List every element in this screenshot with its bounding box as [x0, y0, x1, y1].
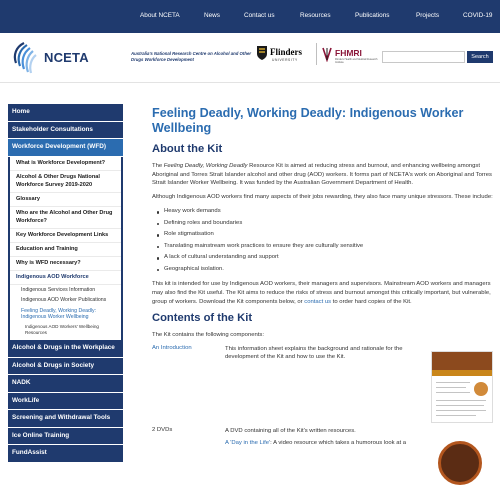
- thumb-text-line: [436, 387, 466, 388]
- nav-link-covid[interactable]: COVID-19: [463, 12, 493, 19]
- introduction-thumbnail[interactable]: [431, 351, 493, 423]
- sidebar-subitem-indigenous-aod-workforce[interactable]: Indigenous AOD Workforce: [10, 271, 121, 285]
- sidebar-subitem-what-is-wfd[interactable]: What is Workforce Development?: [10, 158, 121, 172]
- sidebar-subnav-wfd: [8, 157, 123, 341]
- dvd2-description-line: [225, 439, 415, 447]
- flinders-crest-icon: [256, 45, 268, 61]
- thumb-text-line: [436, 405, 484, 406]
- thumb-text-line: [436, 392, 470, 393]
- list-item: Geographical isolation.: [156, 264, 494, 276]
- sidebar-item-society[interactable]: Alcohol & Drugs in Society: [8, 358, 123, 376]
- kit-component-introduction: [152, 345, 494, 427]
- dvd-thumbnail[interactable]: [438, 441, 482, 485]
- sidebar-item-workforce-development[interactable]: Workforce Development (WFD): [8, 139, 123, 157]
- sidebar-item-screening-tools[interactable]: Screening and Withdrawal Tools: [8, 410, 123, 428]
- day-in-the-life-link[interactable]: A 'Day in the Life': [225, 440, 271, 447]
- site-header: [0, 33, 500, 83]
- nav-link-contact[interactable]: Contact us: [244, 12, 275, 19]
- sidebar-subitem-feeling-deadly[interactable]: Feeling Deadly, Working Deadly: Indigenous Worker Wellbeing: [21, 307, 97, 321]
- sidebar-item-fundassist[interactable]: FundAssist: [8, 445, 123, 463]
- sidebar-subitem-who-are-aod-workforce[interactable]: Who are the Alcohol and Other Drug Workforce?: [10, 207, 121, 229]
- nav-link-resources[interactable]: Resources: [300, 12, 331, 19]
- sidebar-subitem-why-wfd[interactable]: Why is WFD necessary?: [10, 257, 121, 271]
- sidebar-subitem-wellbeing-resources[interactable]: Indigenous AOD Workers' Wellbeing Resources: [25, 324, 99, 335]
- about-paragraph-1: [152, 162, 494, 188]
- about-paragraph-3: [152, 280, 494, 306]
- dvd-description-line: A DVD containing all of the Kit's written resources.: [225, 427, 356, 434]
- flinders-sub: UNIVERSITY: [272, 58, 298, 62]
- page-title: Feeling Deadly, Working Deadly: Indigenous Worker Wellbeing: [152, 106, 464, 135]
- nceta-logo-icon[interactable]: [8, 41, 40, 75]
- about-p3-pre: This kit is intended for use by Indigenous AOD workers, their managers and supervisors. Mainstream AOD workers and managers may also find the Kit useful. The Kit aims to reduce the risks of stress and burnout amongst this critically important, but vulnerable, group of workers. Download the Kit components below, or: [152, 281, 491, 305]
- contents-intro: The Kit contains the following components:: [152, 332, 264, 339]
- thumb-text-line: [436, 415, 476, 416]
- introduction-link[interactable]: An Introduction: [152, 344, 192, 351]
- nav-link-publications[interactable]: Publications: [355, 12, 390, 19]
- about-paragraph-2: Although Indigenous AOD workers find many aspects of their jobs rewarding, they also face many unique stressors. These include:: [152, 193, 493, 200]
- nav-link-about[interactable]: About NCETA: [140, 12, 180, 19]
- search-button[interactable]: Search: [467, 51, 493, 63]
- fhmri-mark-icon: [321, 46, 333, 62]
- fhmri-sub: Flinders Health and Medical Research Institute: [335, 58, 378, 64]
- sidebar-item-ice-training[interactable]: Ice Online Training: [8, 428, 123, 446]
- sidebar-item-home[interactable]: Home: [8, 104, 123, 122]
- fhmri-name: FHMRI: [335, 48, 362, 58]
- logo-divider: [316, 43, 317, 65]
- thumb-text-line: [436, 410, 486, 411]
- sidebar-subitem-glossary[interactable]: Glossary: [10, 193, 121, 207]
- sidebar-subitem-indigenous-services[interactable]: Indigenous Services Information: [21, 286, 96, 293]
- thumb-circle-graphic: [474, 382, 488, 396]
- dvd2-desc: : A video resource which takes a humorous look at a: [270, 440, 407, 447]
- about-heading: About the Kit: [152, 143, 223, 155]
- sidebar-subitem-key-wfd-links[interactable]: Key Workforce Development Links: [10, 229, 121, 243]
- main-content: [152, 106, 494, 467]
- thumb-text-line: [436, 382, 470, 383]
- dvd-label: 2 DVDs: [152, 426, 173, 433]
- top-navigation-bar: [0, 0, 500, 33]
- contents-heading: Contents of the Kit: [152, 312, 253, 325]
- introduction-description: This information sheet explains the background and rationale for the development of the Kit and how to use the Kit.: [225, 345, 403, 361]
- contact-us-link[interactable]: contact us: [304, 298, 332, 305]
- about-p1-italic: Feeling Deadly, Working Deadly: [163, 163, 248, 169]
- sidebar-subitem-national-workforce-survey[interactable]: Alcohol & Other Drugs National Workforce Survey 2019-2020: [10, 171, 121, 193]
- thumb-accent-band: [432, 370, 492, 376]
- kit-component-dvds: [152, 427, 494, 467]
- fhmri-logo[interactable]: [320, 43, 380, 71]
- about-p1-pre: The: [152, 163, 164, 169]
- nceta-logo-text[interactable]: NCETA: [44, 50, 89, 65]
- flinders-logo[interactable]: [256, 43, 314, 71]
- sidebar-item-worklife[interactable]: WorkLife: [8, 393, 123, 411]
- list-item: Translating mainstream work practices to ensure they are culturally sensitive: [156, 241, 494, 253]
- thumb-text-line: [436, 400, 486, 401]
- list-item: A lack of cultural understanding and support: [156, 252, 494, 264]
- list-item: Role stigmatisation: [156, 229, 494, 241]
- sidebar-item-stakeholder-consultations[interactable]: Stakeholder Consultations: [8, 122, 123, 140]
- search-input[interactable]: [382, 51, 465, 63]
- nav-link-projects[interactable]: Projects: [416, 12, 440, 19]
- sidebar-item-workplace[interactable]: Alcohol & Drugs in the Workplace: [8, 340, 123, 358]
- about-p3-post: to order hard copies of the Kit.: [331, 298, 412, 305]
- stressors-list: [156, 206, 494, 275]
- flinders-name: Flinders: [270, 47, 303, 57]
- sidebar-subitem-education-training[interactable]: Education and Training: [10, 243, 121, 257]
- sidebar-item-nadk[interactable]: NADK: [8, 375, 123, 393]
- list-item: Defining roles and boundaries: [156, 218, 494, 230]
- nceta-tagline: Australia's National Research Centre on Alcohol and Other Drugs Workforce Development: [131, 51, 252, 62]
- about-p1-post: Resource Kit is aimed at reducing stress and burnout, and enhancing wellbeing amongst Aboriginal and Torres Strait Islander alcohol and other drug (AOD) workers. It forms part of NCETA's work on Aboriginal and Torres Strait Islander Worker Wellbeing. It was funded by the Australian Government Department of Health.: [152, 163, 492, 187]
- thumb-header-band: [432, 352, 492, 370]
- sidebar-subitem-indigenous-publications[interactable]: Indigenous AOD Worker Publications: [21, 297, 107, 304]
- list-item: Heavy work demands: [156, 206, 494, 218]
- nav-link-news[interactable]: News: [204, 12, 220, 19]
- dvd-description: [225, 427, 415, 448]
- sidebar-navigation: [8, 104, 123, 463]
